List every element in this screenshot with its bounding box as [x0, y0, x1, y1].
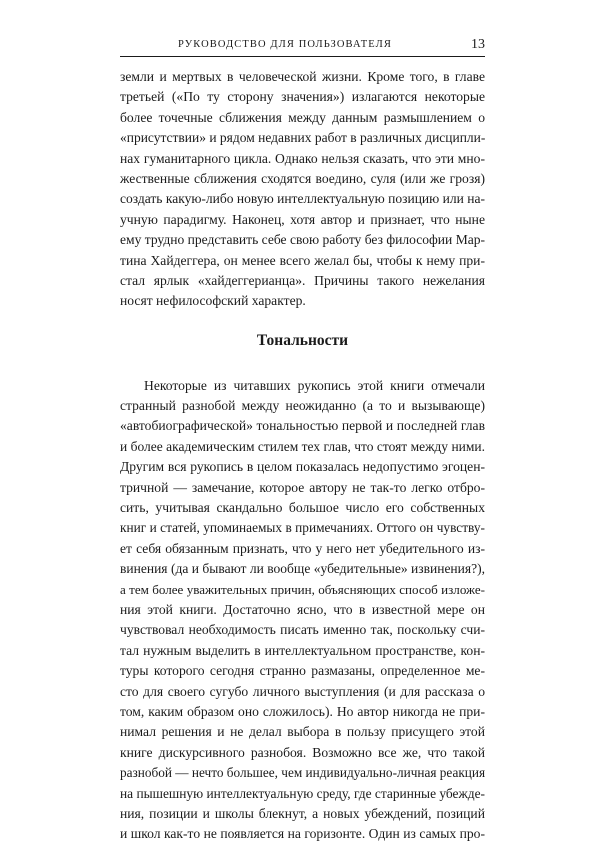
text-line: чувствовал необходимость писать именно так, поскольку счи-	[120, 622, 485, 638]
text-line: ему трудно представить себе свою работу без философии Мар-	[120, 232, 486, 248]
text-line: сто для своего сугубо личного выступления (и для рассказа о	[120, 683, 485, 699]
text-line: более точечные сближения между данным размышлением о	[120, 109, 485, 125]
body-text	[120, 67, 485, 845]
text-line: ния этой книги. Достаточно ясно, что в известной мере он	[120, 601, 485, 617]
text-line: странный разнобой между неожиданно (а то и вызывающе)	[120, 398, 485, 414]
text-line: тал нужным выделить в интеллектуальном пространстве, кон-	[120, 642, 485, 658]
running-head	[120, 35, 485, 55]
text-line: нах гуманитарного цикла. Однако нельзя сказать, что эти мно-	[120, 150, 485, 166]
text-line: Некоторые из читавших рукопись этой книги отмечали	[144, 377, 485, 393]
text-line: «автобиографической» тональностью первой и последней глав	[120, 418, 485, 434]
page-number: 13	[471, 37, 485, 52]
text-line: книге дискурсивного разнобоя. Возможно все же, что такой	[120, 744, 485, 760]
text-line: жественные сближения сходятся воедино, суля (или же грозя)	[120, 170, 485, 186]
paragraph-1	[120, 67, 485, 312]
text-line: и школ как-то не появляется на горизонте. Один из самых про-	[120, 826, 485, 842]
text-line: а тем более уважительных причин, объясняющих способ изложе-	[120, 581, 485, 597]
text-line: ния, позиции и школы блекнут, а новых убеждений, позиций	[120, 805, 485, 821]
paragraph-2	[120, 376, 485, 845]
running-title: РУКОВОДСТВО ДЛЯ ПОЛЬЗОВАТЕЛЯ	[178, 39, 392, 50]
text-line: сить, учитывая скандально большое число его собственных	[120, 500, 485, 516]
text-line: винения (да и бывают ли вообще «убедительные» извинения?),	[120, 561, 485, 577]
text-line: на пышешную интеллектуальную среду, где старинные убежде-	[120, 785, 485, 801]
header-rule	[120, 56, 485, 57]
text-line: тина Хайдеггера, он менее всего желал бы, чтобы к нему при-	[120, 252, 485, 268]
text-line: учную парадигму. Наконец, хотя автор и признает, что ныне	[120, 211, 485, 227]
text-line: тричной — замечание, которое автору не так-то легко отбро-	[120, 479, 485, 495]
text-line: том, каким образом оно сложилось). Но автор никогда не при-	[120, 703, 485, 719]
text-line: третьей («По ту сторону значения») излагаются некоторые	[120, 89, 485, 105]
text-line: носят нефилософский характер.	[120, 293, 306, 309]
text-line: создать какую-либо новую интеллектуальную позицию или на-	[120, 191, 485, 207]
text-line: нимал решения и не делал выбора в пользу присущего этой	[120, 724, 485, 740]
text-line: «присутствии» и рядом недавних работ в различных дисципли-	[120, 130, 486, 146]
section-heading: Тональности	[256, 331, 349, 349]
text-line: стал ярлык «хайдеггерианца». Причины такого нежелания	[120, 272, 485, 288]
text-line: Другим вся рукопись в целом показалась недопустимо эгоцен-	[120, 459, 485, 475]
text-line: книг и статей, упоминаемых в примечаниях. Оттого он чувству-	[120, 520, 485, 536]
text-line: ет себя обязанным признать, что у него нет убедительного из-	[120, 540, 485, 556]
text-line: туры которого сегодня странно размазаны, определенное ме-	[120, 663, 485, 679]
text-line: земли и мертвых в человеческой жизни. Кроме того, в главе	[120, 69, 485, 84]
text-line: и более академическим стилем тех глав, что стоят между ними.	[120, 438, 485, 454]
text-line: разнобой — нечто большее, чем индивидуально-личная реакция	[120, 765, 486, 781]
